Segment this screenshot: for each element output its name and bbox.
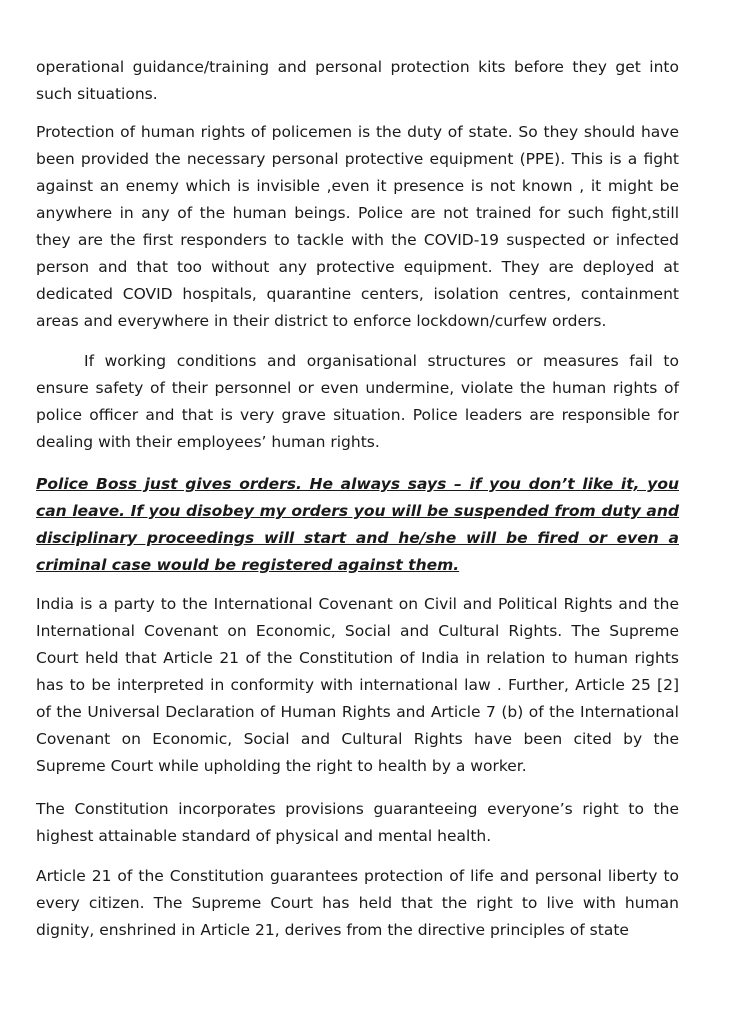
paragraph-article-21: Article 21 of the Constitution guarantees protection of life and personal liberty to every citizen. The Supreme Court has held that the right to live with human dignity, enshrined in Article 21, derives from the directive principles of state [36, 867, 679, 939]
paragraph-police-boss-emphasis: Police Boss just gives orders. He always says – if you don’t like it, you can leave. If you disobey my orders you will be suspended from duty and disciplinary proceedings will start and he/she will be fired or even a criminal case would be registered against them. [36, 475, 679, 574]
paragraph-training-kits: operational guidance/training and personal protection kits before they get into such situations. [36, 58, 679, 103]
paragraph-international-covenant: India is a party to the International Covenant on Civil and Political Rights and the International Covenant on Economic, Social and Cultural Rights. The Supreme Court held that Article 21 of the Constitution of India in relation to human rights has to be interpreted in conformity with international law . Further, Article 25 [2] of the Universal Declaration of Human Rights and Article 7 (b) of the International Covenant on Economic, Social and Cultural Rights have been cited by the Supreme Court while upholding the right to health by a worker. [36, 595, 679, 775]
paragraph-ppe-duty-of-state: Protection of human rights of policemen is the duty of state. So they should have been provided the necessary personal protective equipment (PPE). This is a fight against an enemy which is invisible ,even it presence is not known , it might be anywhere in any of the human beings. Police are not trained for such fight,still they are the first responders to tackle with the COVID-19 suspected or infected person and that too without any protective equipment. They are deployed at dedicated COVID hospitals, quarantine centers, isolation centres, containment areas and everywhere in their district to enforce lockdown/curfew orders. [36, 123, 679, 330]
paragraph-constitution-health: The Constitution incorporates provisions guaranteeing everyone’s right to the highest attainable standard of physical and mental health. [36, 800, 679, 845]
paragraph-working-conditions: If working conditions and organisational structures or measures fail to ensure safety of their personnel or even undermine, violate the human rights of police officer and that is very grave situation. Police leaders are responsible for dealing with their employees’ human rights. [36, 352, 679, 451]
